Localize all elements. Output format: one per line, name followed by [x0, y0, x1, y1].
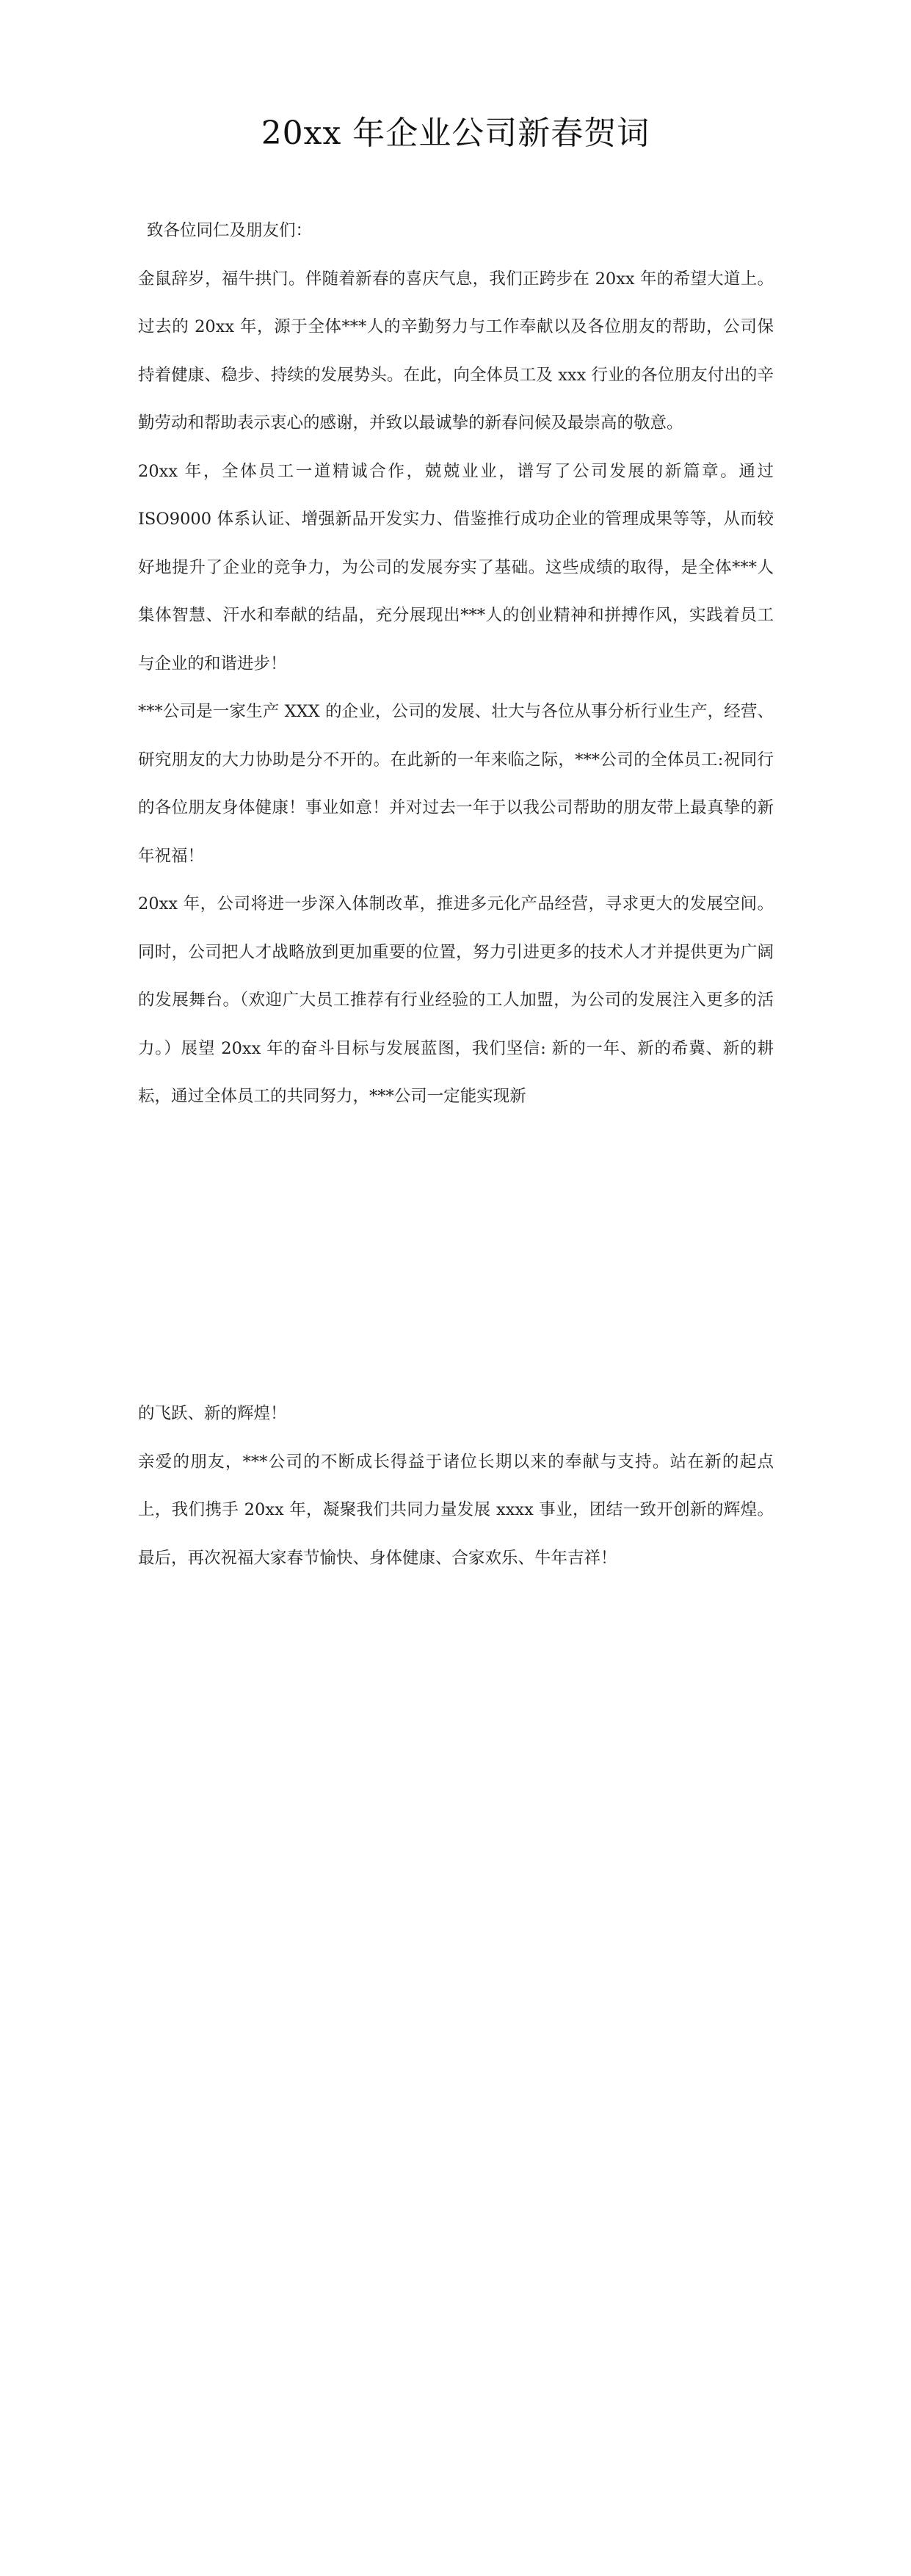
- paragraph-5: 亲爱的朋友，***公司的不断成长得益于诸位长期以来的奉献与支持。站在新的起点上，我们携手 20xx 年，凝聚我们共同力量发展 xxxx 事业，团结一致开创新的辉煌。最后，再次祝福大家春节愉快、身体健康、合家欢乐、牛年吉祥！: [138, 1452, 774, 1568]
- paragraph-4-continued: 的飞跃、新的辉煌！: [138, 1404, 287, 1423]
- document-body-bottom: [138, 1390, 774, 1582]
- paragraph-4: 20xx 年，公司将进一步深入体制改革，推进多元化产品经营，寻求更大的发展空间。同时，公司把人才战略放到更加重要的位置，努力引进更多的技术人才并提供更为广阔的发展舞台。（欢迎广大员工推荐有行业经验的工人加盟，为公司的发展注入更多的活力。）展望 20xx 年的奋斗目标与发展蓝图，我们坚信: 新的一年、新的希冀、新的耕耘，通过全体员工的共同努力，***公司一定能实现新: [138, 894, 774, 1106]
- paragraph-2: 20xx 年，全体员工一道精诚合作，兢兢业业，谱写了公司发展的新篇章。通过 ISO9000 体系认证、增强新品开发实力、借鉴推行成功企业的管理成果等等，从而较好地提升了企业的竞争力，为公司的发展夯实了基础。这些成绩的取得，是全体***人集体智慧、汗水和奉献的结晶，充分展现出***人的创业精神和拼搏作风，实践着员工与企业的和谐进步！: [138, 461, 774, 673]
- paragraph-3: ***公司是一家生产 XXX 的企业，公司的发展、壮大与各位从事分析行业生产，经营、研究朋友的大力协助是分不开的。在此新的一年来临之际，***公司的全体员工:祝同行的各位朋友身体健康！事业如意！并对过去一年于以我公司帮助的朋友带上最真挚的新年祝福！: [138, 702, 774, 866]
- paragraph-1: 金鼠辞岁，福牛拱门。伴随着新春的喜庆气息，我们正跨步在 20xx 年的希望大道上。过去的 20xx 年，源于全体***人的辛勤努力与工作奉献以及各位朋友的帮助，公司保持着健康、稳步、持续的发展势头。在此，向全体员工及 xxx 行业的各位朋友付出的辛勤劳动和帮助表示衷心的感谢，并致以最诚挚的新春问候及最崇高的敬意。: [138, 269, 774, 433]
- document-body-top: [138, 207, 774, 1121]
- greeting-line: 致各位同仁及朋友们：: [147, 221, 313, 240]
- document-title: 20xx 年企业公司新春贺词: [261, 115, 650, 152]
